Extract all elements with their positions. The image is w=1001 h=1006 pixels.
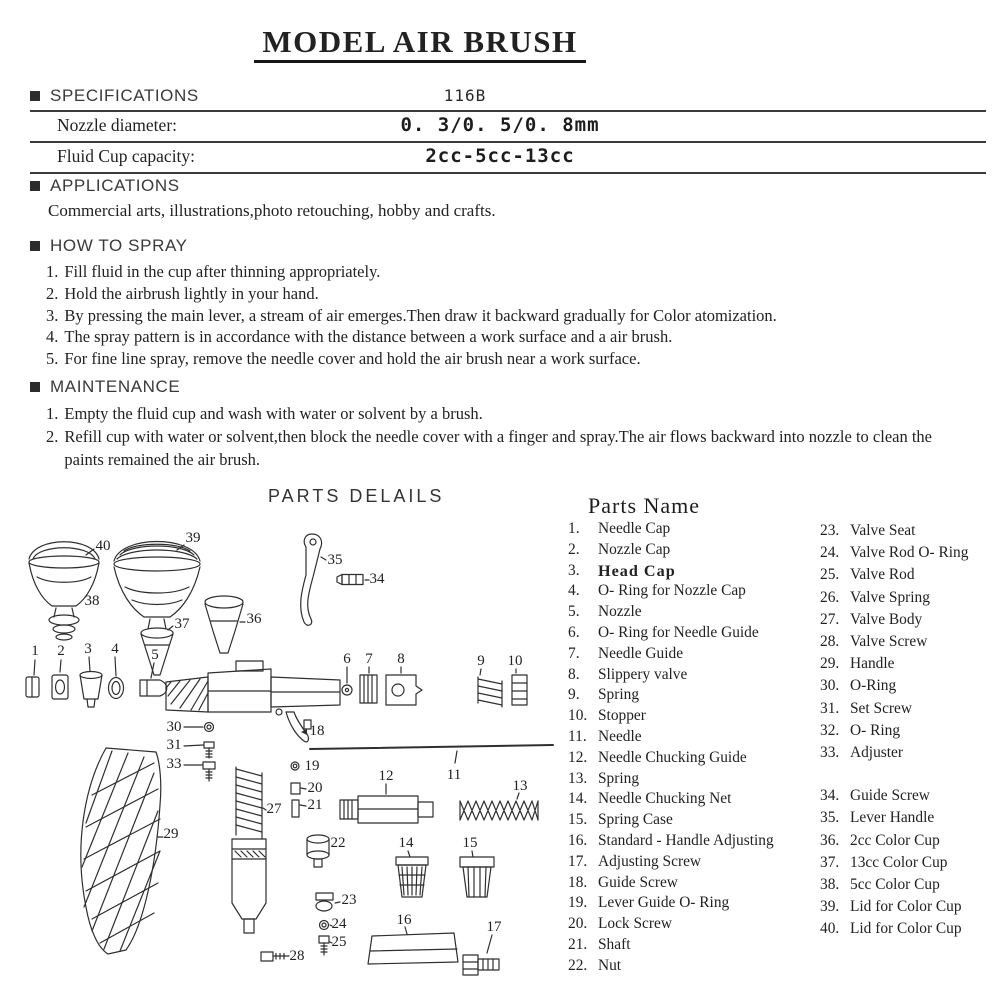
step-text: Empty the fluid cup and wash with water or solvent by a brush. [64,404,483,423]
part-name: Spring [598,769,640,787]
parts-list-item [820,564,1000,586]
step-number: 1. [46,404,59,423]
part-name: Standard - Handle Adjusting [598,831,774,849]
parts-list-item [820,675,1000,697]
step-text: Fill fluid in the cup after thinning appropriately. [64,262,381,281]
parts-list-item [568,873,820,894]
part-number: 30. [820,677,840,695]
parts-list-item [568,706,820,727]
how-to-spray-steps [30,261,980,370]
parts-list-item [820,852,1000,874]
table-row [30,112,986,138]
diagram-label-9: 9 [477,653,485,669]
part-name: Guide Screw [598,873,678,891]
part-number: 3. [568,561,580,579]
part-number: 38. [820,876,840,894]
parts-diagram-svg [8,505,568,1001]
page-title [80,24,760,60]
diagram-label-31: 31 [166,737,182,753]
part-name: Valve Rod O- Ring [850,544,969,562]
parts-list-item [820,587,1000,609]
applications-section-heading [30,176,180,196]
model-number: 116B [443,86,487,105]
step-number: 5. [46,349,59,369]
diagram-label-33: 33 [166,756,182,772]
diagram-label-14: 14 [398,835,414,851]
part-name: Shaft [598,935,631,953]
diagram-label-20: 20 [307,780,323,796]
numbered-step [30,261,980,283]
parts-list-item [568,540,820,561]
diagram-label-25: 25 [331,934,347,950]
applications-text: Commercial arts, illustrations,photo retouching, hobby and crafts. [48,201,496,220]
part-name: Valve Rod [850,566,915,584]
part-number: 28. [820,633,840,651]
spec-row-label: Nozzle diameter: [57,114,178,135]
diagram-label-39: 39 [185,530,201,546]
section-bullet-icon [30,382,40,392]
part-name: O-Ring [850,677,897,695]
part-name: Nut [598,956,622,974]
part-name: Spring [598,686,640,704]
part-name: Valve Spring [850,588,930,606]
part-number: 18. [568,873,588,891]
parts-name-column-2 [820,520,1000,941]
parts-list-item [820,631,1000,653]
parts-list-item [568,852,820,873]
diagram-label-2: 2 [57,643,65,659]
part-name: Needle Chucking Guide [598,748,747,766]
specifications-heading: SPECIFICATIONS [50,85,199,105]
step-number: 1. [46,262,59,281]
part-number: 6. [568,623,580,641]
diagram-label-35: 35 [327,552,343,568]
part-name: 13cc Color Cup [850,853,948,871]
parts-list-item [820,520,1000,542]
part-number: 9. [568,686,580,704]
spec-row-value: 0. 3/0. 5/0. 8mm [400,114,600,136]
diagram-label-11: 11 [446,767,462,783]
how-to-spray-section-heading [30,236,188,256]
diagram-label-30: 30 [166,719,182,735]
parts-list-item [568,685,820,706]
numbered-step [30,348,980,370]
parts-list-item [568,914,820,935]
part-number: 22. [568,956,588,974]
parts-list-item [820,542,1000,564]
diagram-label-40: 40 [95,538,111,554]
part-number: 37. [820,853,840,871]
diagram-label-36: 36 [246,611,262,627]
parts-list-item [820,785,1000,807]
diagram-label-37: 37 [174,616,190,632]
part-number: 34. [820,787,840,805]
part-number: 33. [820,744,840,762]
parts-list-item [820,807,1000,829]
diagram-label-24: 24 [331,916,347,932]
diagram-label-22: 22 [330,835,346,851]
parts-list-item [820,720,1000,742]
diagram-label-27: 27 [266,801,282,817]
parts-list-item [568,789,820,810]
parts-name-column-1 [568,519,820,977]
part-number: 40. [820,920,840,938]
part-number: 15. [568,811,588,829]
parts-list-item [568,581,820,602]
parts-name-title: Parts Name [588,493,701,518]
specifications-header-row [30,84,986,107]
part-name: Handle [850,655,895,673]
maintenance-section-heading [30,377,180,397]
part-number: 13. [568,769,588,787]
diagram-label-19: 19 [304,758,320,774]
part-number: 11. [568,727,587,745]
part-name: Lid for Color Cup [850,898,962,916]
numbered-step [30,326,980,348]
part-number: 26. [820,588,840,606]
step-number: 2. [46,283,59,303]
part-name: Spring Case [598,811,673,829]
numbered-step [30,305,980,327]
parts-list-item [820,896,1000,918]
part-number: 2. [568,540,580,558]
step-text: Hold the airbrush lightly in your hand. [64,283,319,303]
parts-diagram [8,505,568,1001]
parts-list-item [820,609,1000,631]
diagram-label-34: 34 [369,571,385,587]
diagram-label-15: 15 [462,835,478,851]
diagram-label-10: 10 [507,653,523,669]
parts-list-item [568,519,820,540]
part-number: 23. [820,522,840,539]
part-number: 32. [820,721,840,739]
step-number: 3. [46,305,59,325]
parts-list-item [568,935,820,956]
step-text: For fine line spray, remove the needle cover and hold the air brush near a work surface. [64,349,641,369]
part-name: Valve Seat [850,522,916,539]
parts-list-item [568,602,820,623]
diagram-label-38: 38 [84,593,100,609]
diagram-label-8: 8 [397,651,405,667]
part-name: O- Ring for Needle Guide [598,623,759,641]
numbered-step [30,402,975,425]
parts-list-item [820,918,1000,940]
diagram-label-13: 13 [512,778,528,794]
part-name: Adjusting Screw [598,852,702,870]
part-name: Stopper [598,707,646,725]
part-name: Lever Guide O- Ring [598,894,730,912]
section-bullet-icon [30,91,40,101]
parts-list-item [568,956,820,977]
parts-list-item [568,893,820,914]
parts-list-item [820,830,1000,852]
part-name: Needle [598,727,642,745]
part-number: 14. [568,790,588,808]
page-title-text: MODEL AIR BRUSH [254,24,585,63]
part-name: Needle Chucking Net [598,790,732,808]
section-bullet-icon [30,241,40,251]
step-number: 2. [46,427,59,446]
parts-list-item [820,653,1000,675]
parts-list-item [568,769,820,790]
section-bullet-icon [30,181,40,191]
spec-row-label: Fluid Cup capacity: [57,145,196,166]
how-to-spray-heading: HOW TO SPRAY [50,236,188,255]
part-name: Set Screw [850,699,912,717]
part-number: 35. [820,809,840,827]
table-rule [30,172,986,174]
diagram-label-17: 17 [486,919,502,935]
part-number: 36. [820,831,840,849]
part-number: 39. [820,898,840,916]
part-name: 2cc Color Cup [850,831,940,849]
step-text: By pressing the main lever, a stream of air emerges.Then draw it backward gradually for Color atomization. [64,305,777,325]
part-number: 25. [820,566,840,584]
diagram-label-23: 23 [341,892,357,908]
maintenance-heading: MAINTENANCE [50,377,181,396]
diagram-label-1: 1 [31,643,39,659]
diagram-label-5: 5 [151,647,159,663]
parts-list-item [568,810,820,831]
diagram-label-4: 4 [111,641,119,657]
part-number: 4. [568,582,580,600]
numbered-step [30,283,980,305]
diagram-label-21: 21 [307,797,323,813]
specifications-table [30,84,986,174]
diagram-label-16: 16 [396,912,412,928]
part-name: 5cc Color Cup [850,876,940,894]
spec-row-value: 2cc-5cc-13cc [425,145,575,167]
part-number: 31. [820,699,840,717]
part-number: 19. [568,894,588,912]
diagram-label-6: 6 [343,651,351,667]
diagram-label-12: 12 [378,768,394,784]
part-name: Head Cap [598,561,676,580]
parts-list-item [820,742,1000,764]
part-name: Nozzle Cap [598,540,671,558]
table-row [30,143,986,169]
part-number: 1. [568,520,580,537]
part-name: Lid for Color Cup [850,920,962,938]
parts-list-item [568,623,820,644]
part-number: 17. [568,852,588,870]
part-name: Valve Screw [850,633,928,651]
part-name: O- Ring [850,721,901,739]
part-name: Valve Body [850,610,923,628]
part-number: 21. [568,935,588,953]
part-name: Guide Screw [850,787,930,805]
parts-list-item [568,831,820,852]
part-number: 12. [568,748,588,766]
parts-list-item [568,644,820,665]
diagram-label-29: 29 [163,826,179,842]
part-name: Lock Screw [598,915,672,933]
part-number: 8. [568,665,580,683]
part-number: 5. [568,603,580,621]
part-name: Adjuster [850,744,904,762]
part-name: Lever Handle [850,809,935,827]
part-number: 27. [820,610,840,628]
parts-details-heading: PARTS DELAILS [268,486,445,506]
diagram-label-28: 28 [289,948,305,964]
parts-list-item [568,727,820,748]
part-number: 16. [568,831,588,849]
diagram-label-7: 7 [365,651,373,667]
step-text: Refill cup with water or solvent,then block the needle cover with a finger and spray.The air flows backward into nozzle to clean the paints remained the air brush. [64,427,932,469]
parts-list-item [568,748,820,769]
applications-heading: APPLICATIONS [50,176,180,195]
maintenance-steps [30,402,975,471]
parts-list-item [820,874,1000,896]
part-number: 29. [820,655,840,673]
step-text: The spray pattern is in accordance with the distance between a work surface and a air brush. [64,327,673,347]
part-number: 10. [568,707,588,725]
diagram-label-18: 18 [309,723,325,739]
parts-list-item [568,665,820,686]
parts-list-item [568,561,820,582]
parts-list-item [820,698,1000,720]
numbered-step [30,425,975,471]
part-name: Slippery valve [598,665,688,683]
part-name: Needle Guide [598,644,684,662]
step-number: 4. [46,327,59,347]
part-name: Needle Cap [598,520,671,537]
part-number: 24. [820,544,840,562]
part-name: O- Ring for Nozzle Cap [598,582,746,600]
part-number: 7. [568,644,580,662]
part-number: 20. [568,915,588,933]
part-name: Nozzle [598,603,642,621]
diagram-label-3: 3 [84,641,92,657]
